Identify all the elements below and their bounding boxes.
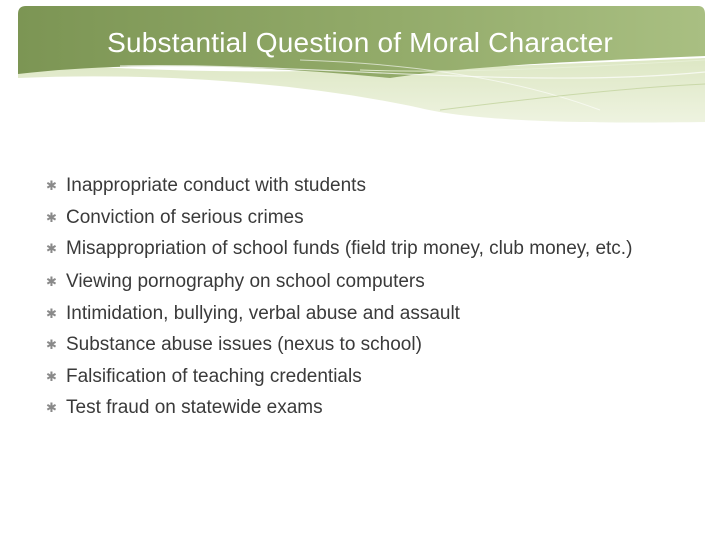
header-banner [0,0,720,130]
bullet-list [46,170,672,424]
list-item [46,298,672,330]
list-item-text: Intimidation, bullying, verbal abuse and assault [66,302,460,324]
asterisk-bullet-icon: ✱ [46,368,57,384]
list-item [46,170,672,202]
asterisk-bullet-icon: ✱ [46,209,57,225]
list-item-text: Inappropriate conduct with students [66,175,366,196]
list-item [46,202,672,234]
list-item-text: Test fraud on statewide exams [66,397,323,418]
list-item [46,266,672,298]
asterisk-bullet-icon: ✱ [46,241,57,256]
asterisk-bullet-icon: ✱ [46,400,57,415]
slide-title: Substantial Question of Moral Character [107,27,613,58]
list-item-text: Conviction of serious crimes [66,206,304,228]
list-item [46,392,672,424]
list-item [46,235,672,262]
asterisk-bullet-icon: ✱ [46,305,57,321]
list-item-text: Misappropriation of school funds (field trip money, club money, etc.) [66,238,633,259]
list-item [46,329,672,361]
list-item-text: Substance abuse issues (nexus to school) [66,334,422,355]
asterisk-bullet-icon: ✱ [46,274,57,289]
list-item [46,361,672,393]
asterisk-bullet-icon: ✱ [46,178,57,193]
asterisk-bullet-icon: ✱ [46,337,57,352]
list-item-text: Falsification of teaching credentials [66,365,362,387]
list-item-text: Viewing pornography on school computers [66,271,425,292]
